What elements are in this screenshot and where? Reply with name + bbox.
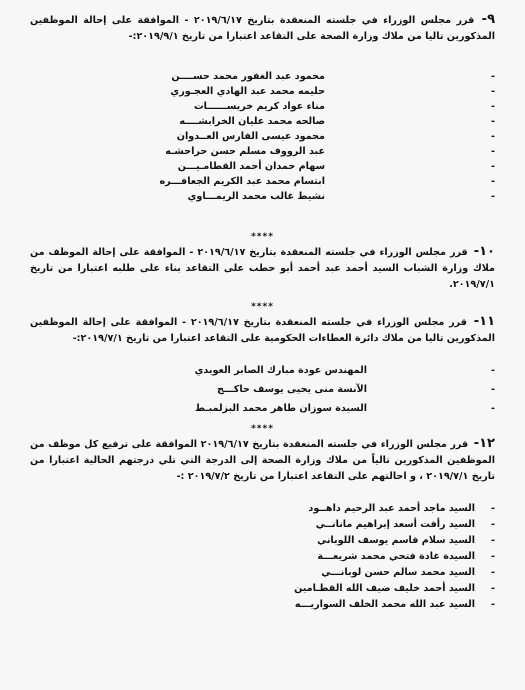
list-item: - مناء عواد كريم خريســــــات [193, 101, 495, 112]
decision-12-number: ١٢- [473, 436, 495, 451]
decision-10-text [30, 244, 495, 293]
list-item: - السيد ماجد أحمد عبد الرحيم داهــود [30, 501, 495, 517]
employee-name: السيد عبد الله محمد الخلف السواريـــه [294, 599, 475, 610]
employee-name: السيدة سوزان طاهر محمد البزلمبـط [195, 403, 367, 414]
employee-name: الآنسة منى يحيى يوسف حاكـــج [216, 384, 367, 395]
list-item: - السيد سلام قاسم يوسف اللوباني [30, 533, 495, 549]
decision-9-text [30, 12, 495, 45]
employee-name: نشيط غالب محمد الريمـــاوي [187, 191, 325, 202]
list-item: - نشيط غالب محمد الريمـــاوي [187, 191, 495, 202]
decision-11-list [30, 361, 495, 418]
list-item: - السيد عبد الله محمد الخلف السواريـــه [30, 597, 495, 613]
employee-name: السيد سلام قاسم يوسف اللوباني [317, 535, 475, 546]
employee-name: حليمه محمد عبد الهادي العجـوري [170, 86, 325, 97]
employee-name: السيد أحمد خليف ضيف الله القطـامين [294, 583, 475, 594]
employee-name: السيد ماجد أحمد عبد الرحيم داهــود [308, 503, 475, 514]
decision-10-body: قرر مجلس الوزراء في جلسته المنعقدة بتاريخ ٢٠١٩/٦/١٧ - الموافقة على إحالة الموظف من ملاك وزارة الشباب السيد أحمد عبد أحمد أبو حطب على التقاعد بناء على طلبه اعتبارا من تاريخ ٢٠١٩/٧/١. [30, 247, 495, 290]
decision-9 [30, 12, 495, 212]
separator: **** [251, 424, 274, 434]
employee-name: محمود عبد الغفور محمد حســــن [171, 71, 325, 82]
decision-10-number: ١٠- [473, 244, 495, 259]
decision-12-body: قرر مجلس الوزراء في جلسته المنعقدة بتاريخ ٢٠١٩/٦/١٧ الموافقة على ترفيع كل موظف من الموظفين المذكورين تالياً من ملاك وزارة الصحة إلى الدرجة التي تلي درجتهم الحالية اعتبارا من تاريخ ٢٠١٩/٧/١ ، و احالتهم على التقاعد اعتبارا من تاريخ ٢٠١٩/٧/٢ :- [30, 439, 495, 482]
decision-12 [30, 436, 495, 613]
decision-9-list [30, 69, 495, 204]
employee-name: المهندس عودة مبارك الصابر العويدي [194, 365, 367, 376]
separator: **** [251, 232, 274, 242]
list-item: - حليمه محمد عبد الهادي العجـوري [170, 86, 495, 97]
employee-name: صالحه محمد عليان الخرابشــــه [179, 116, 325, 127]
list-item: - ابتسام محمد عبد الكريم الجعافـــره [159, 176, 495, 187]
employee-name: سهام حمدان أحمد القطامـيـــن [177, 161, 325, 172]
decision-11-number: ١١- [473, 314, 496, 329]
list-item: - السيد رأفت أسعد إبراهيم مانانــي [30, 517, 495, 533]
decision-9-body: قرر مجلس الوزراء في جلسته المنعقدة بتاريخ ٢٠١٩/٦/١٧ - الموافقة على إحالة الموظفين المذكورين تاليا من ملاك وزارة الصحة على التقاعد اعتبارا من تاريخ ٢٠١٩/٩/١:- [30, 15, 495, 42]
separator: **** [251, 302, 274, 312]
list-item: - الآنسة منى يحيى يوسف حاكـــج [30, 380, 495, 399]
employee-name: السيد محمد سالم حسن لوبانـــي [321, 567, 475, 578]
list-item: - عبد الرووف مسلم حسن حراحشـه [165, 146, 495, 157]
decision-11-text [30, 314, 495, 347]
list-item: - السيد أحمد خليف ضيف الله القطـامين [30, 581, 495, 597]
decision-10 [30, 244, 495, 296]
employee-name: ابتسام محمد عبد الكريم الجعافـــره [159, 176, 325, 187]
list-item: - المهندس عودة مبارك الصابر العويدي [30, 361, 495, 380]
employee-name: مناء عواد كريم خريســــــات [193, 101, 325, 112]
list-item: - محمود عيسى الفارس العــدوان [176, 131, 495, 142]
employee-name: السيدة غادة فتحي محمد شريعـــة [317, 551, 475, 562]
list-item: - سهام حمدان أحمد القطامـيـــن [177, 161, 495, 172]
decision-11-body: قرر مجلس الوزراء في جلسته المنعقدة بتاريخ ٢٠١٩/٦/١٧ - الموافقة على إحالة الموظفين المذكورين تاليا من ملاك دائرة العطاءات الحكومية على التقاعد اعتبارا من تاريخ ٢٠١٩/٧/١:- [30, 317, 495, 344]
decision-12-list [30, 501, 495, 613]
employee-name: عبد الرووف مسلم حسن حراحشـه [165, 146, 325, 157]
employee-name: محمود عيسى الفارس العــدوان [176, 131, 325, 142]
list-item: - صالحه محمد عليان الخرابشــــه [179, 116, 495, 127]
list-item: - محمود عبد الغفور محمد حســــن [171, 71, 495, 82]
list-item: - السيدة سوزان طاهر محمد البزلمبـط [30, 399, 495, 418]
decision-11 [30, 314, 495, 414]
list-item: - السيدة غادة فتحي محمد شريعـــة [30, 549, 495, 565]
list-item: - السيد محمد سالم حسن لوبانـــي [30, 565, 495, 581]
decision-9-number: ٩- [481, 12, 496, 27]
decision-12-text [30, 436, 495, 485]
employee-name: السيد رأفت أسعد إبراهيم مانانــي [315, 519, 475, 530]
